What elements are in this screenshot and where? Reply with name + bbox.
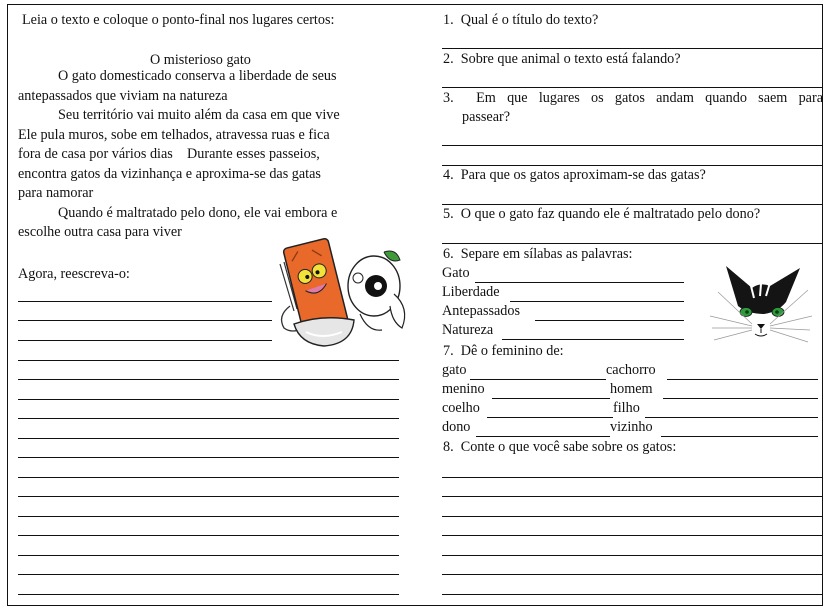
answer-line[interactable] bbox=[18, 594, 399, 595]
answer-line-q4[interactable] bbox=[442, 204, 823, 205]
syllable-word: Natureza bbox=[442, 322, 494, 338]
feminine-answer-line[interactable] bbox=[667, 379, 818, 380]
answer-line[interactable] bbox=[18, 438, 399, 439]
cat-face-image bbox=[708, 262, 814, 352]
answer-line[interactable] bbox=[18, 320, 272, 321]
feminine-answer-line[interactable] bbox=[645, 417, 818, 418]
rewrite-prompt: Agora, reescreva-o: bbox=[18, 266, 130, 282]
story-line: para namorar bbox=[18, 185, 94, 201]
story-line: antepassados que viviam na natureza bbox=[18, 87, 228, 104]
answer-line-q8[interactable] bbox=[442, 516, 823, 517]
answer-line[interactable] bbox=[18, 496, 399, 497]
story-line: Quando é maltratado pelo dono, ele vai embora e bbox=[58, 204, 338, 221]
question-7: 7. Dê o feminino de: bbox=[443, 343, 564, 359]
feminine-word: dono bbox=[442, 419, 471, 435]
answer-line[interactable] bbox=[18, 418, 399, 419]
instruction-text: Leia o texto e coloque o ponto-final nos lugares certos: bbox=[22, 12, 335, 28]
question-3: 3. Em que lugares os gatos andam quando saem para passear? bbox=[443, 90, 823, 125]
story-line: Seu território vai muito além da casa em que vive bbox=[58, 107, 340, 123]
syllable-answer-line[interactable] bbox=[535, 320, 684, 321]
feminine-answer-line[interactable] bbox=[663, 398, 818, 399]
answer-line[interactable] bbox=[18, 516, 399, 517]
question-8: 8. Conte o que você sabe sobre os gatos: bbox=[443, 439, 677, 455]
syllable-answer-line[interactable] bbox=[502, 339, 684, 340]
answer-line[interactable] bbox=[18, 535, 399, 536]
story-line: fora de casa por vários dias Durante esses passeios, bbox=[18, 146, 320, 162]
answer-line[interactable] bbox=[18, 555, 399, 556]
story-title: O misterioso gato bbox=[150, 52, 251, 68]
syllable-answer-line[interactable] bbox=[475, 282, 684, 283]
answer-line-q8[interactable] bbox=[442, 594, 823, 595]
syllable-word: Gato bbox=[442, 265, 470, 281]
answer-line[interactable] bbox=[18, 457, 399, 458]
answer-line-q1[interactable] bbox=[442, 48, 823, 49]
feminine-answer-line[interactable] bbox=[487, 417, 613, 418]
feminine-word: filho bbox=[613, 400, 640, 416]
feminine-word: homem bbox=[610, 381, 653, 397]
answer-line-q8[interactable] bbox=[442, 496, 823, 497]
answer-line-q8[interactable] bbox=[442, 477, 823, 478]
cartoon-cat-and-dog-image bbox=[272, 236, 412, 351]
feminine-answer-line[interactable] bbox=[476, 436, 610, 437]
feminine-word: gato bbox=[442, 362, 467, 378]
question-1: 1. Qual é o título do texto? bbox=[443, 12, 599, 28]
question-5: 5. O que o gato faz quando ele é maltratado pelo dono? bbox=[443, 206, 761, 222]
question-2: 2. Sobre que animal o texto está falando? bbox=[443, 51, 681, 67]
story-line: O gato domesticado conserva a liberdade de seus bbox=[58, 68, 337, 84]
feminine-word: menino bbox=[442, 381, 485, 397]
story-text bbox=[18, 67, 400, 243]
answer-line-q5[interactable] bbox=[442, 243, 823, 244]
story-line: encontra gatos da vizinhança e aproxima-se das gatas bbox=[18, 165, 321, 182]
answer-line-q8[interactable] bbox=[442, 555, 823, 556]
feminine-word: coelho bbox=[442, 400, 480, 416]
answer-line-q8[interactable] bbox=[442, 574, 823, 575]
feminine-word: cachorro bbox=[606, 362, 656, 378]
answer-line-q2[interactable] bbox=[442, 87, 823, 88]
answer-line[interactable] bbox=[18, 574, 399, 575]
syllable-word: Antepassados bbox=[442, 303, 521, 319]
feminine-word: vizinho bbox=[610, 419, 653, 435]
answer-line[interactable] bbox=[18, 399, 399, 400]
answer-line[interactable] bbox=[18, 379, 399, 380]
answer-line-q3[interactable] bbox=[442, 145, 823, 146]
answer-line[interactable] bbox=[18, 360, 399, 361]
answer-line[interactable] bbox=[18, 340, 272, 341]
syllable-word: Liberdade bbox=[442, 284, 500, 300]
question-6: 6. Separe em sílabas as palavras: bbox=[443, 246, 633, 262]
feminine-answer-line[interactable] bbox=[661, 436, 818, 437]
story-line: escolhe outra casa para viver bbox=[18, 224, 182, 240]
question-4: 4. Para que os gatos aproximam-se das gatas? bbox=[443, 167, 706, 183]
answer-line[interactable] bbox=[18, 301, 272, 302]
answer-line-q8[interactable] bbox=[442, 535, 823, 536]
answer-line[interactable] bbox=[18, 477, 399, 478]
story-line: Ele pula muros, sobe em telhados, atravessa ruas e fica bbox=[18, 126, 330, 143]
feminine-answer-line[interactable] bbox=[470, 379, 606, 380]
syllable-answer-line[interactable] bbox=[510, 301, 684, 302]
answer-line-q3[interactable] bbox=[442, 165, 823, 166]
feminine-answer-line[interactable] bbox=[492, 398, 610, 399]
